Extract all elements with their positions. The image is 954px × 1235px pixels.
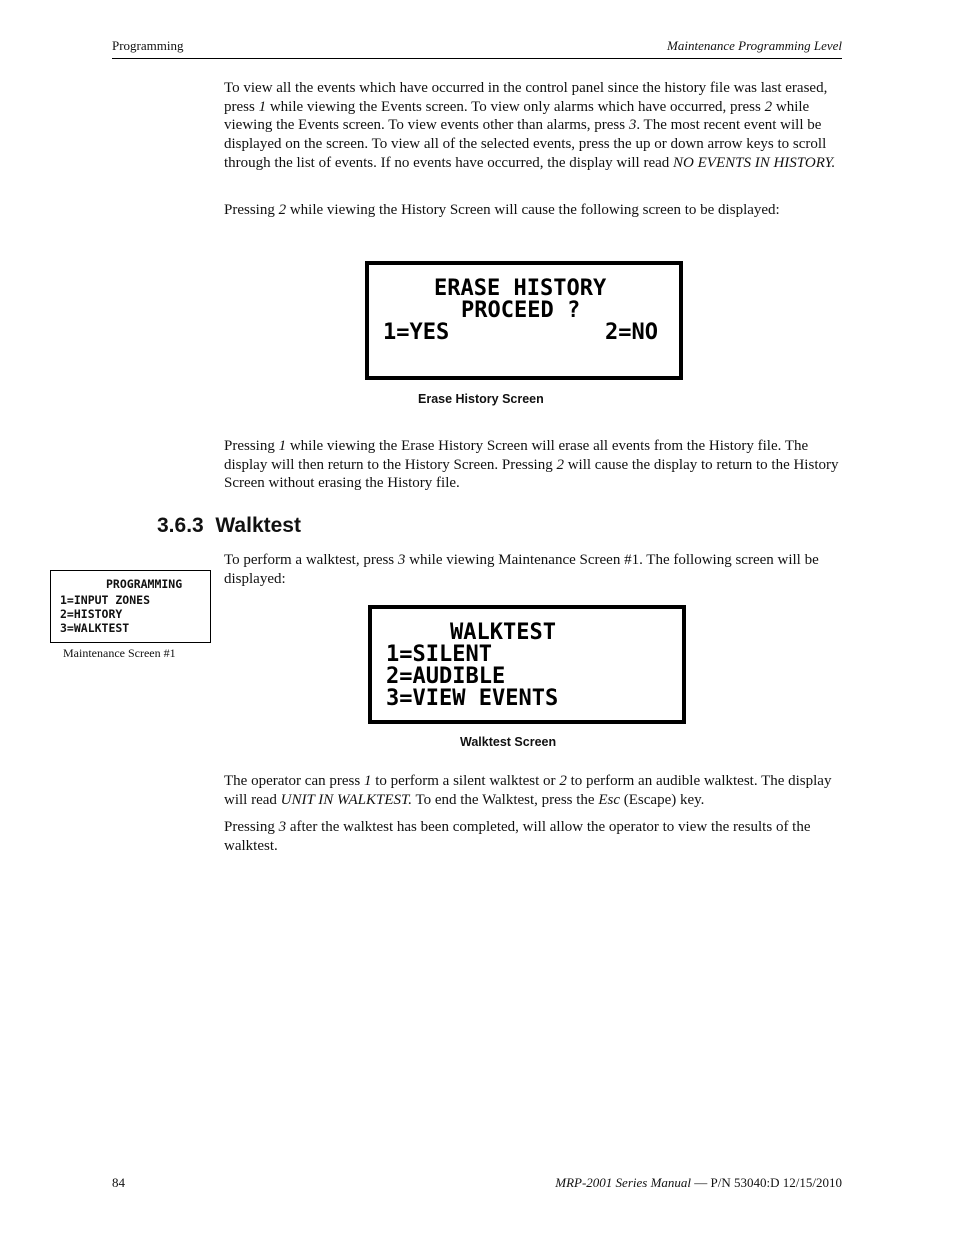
- lcd-line: 2=AUDIBLE: [386, 664, 506, 689]
- header-section-label: Programming: [112, 38, 184, 53]
- lcd-line: 3=WALKTEST: [60, 621, 130, 635]
- lcd-line: WALKTEST: [450, 620, 556, 645]
- paragraph-view-results: Pressing 3 after the walktest has been completed, will allow the operator to view the results of the walktest.: [224, 819, 811, 854]
- erase-history-lcd: [365, 261, 683, 380]
- lcd-line: 3=VIEW EVENTS: [386, 686, 559, 711]
- walktest-lcd: [368, 605, 686, 724]
- paragraph-perform-walktest: To perform a walktest, press 3 while viewing Maintenance Screen #1. The following screen will be displayed:: [224, 552, 819, 587]
- lcd-line: PROCEED ?: [461, 298, 581, 323]
- paragraph-press-1-erase: Pressing 1 while viewing the Erase History Screen will erase all events from the History file. The display will then return to the History Screen. Pressing 2 will cause the display to return to the History Screen without erasing the History file.: [224, 438, 839, 492]
- header-rule: [112, 58, 842, 59]
- header-chapter-title: Maintenance Programming Level: [667, 38, 842, 53]
- footer-manual-info: MRP-2001 Series Manual — P/N 53040:D 12/15/2010: [555, 1175, 842, 1190]
- paragraph-view-events: To view all the events which have occurred in the control panel since the history file was last erased, press 1 while viewing the Events screen. To view only alarms which have occurred, press 2 while viewing the Events screen. To view events other than alarms, press 3. The most recent event will be displayed on the screen. To view all of the selected events, press the up or down arrow keys to scroll through the list of events. If no events have occurred, the display will read NO EVENTS IN HISTORY.: [224, 80, 836, 171]
- lcd-line: PROGRAMMING: [106, 577, 183, 591]
- walktest-caption: Walktest Screen: [460, 735, 557, 749]
- lcd-line: 2=HISTORY: [60, 607, 123, 621]
- lcd-line: 2=NO: [605, 320, 658, 345]
- maintenance-screen-caption: Maintenance Screen #1: [63, 646, 176, 660]
- paragraph-silent-audible: The operator can press 1 to perform a silent walktest or 2 to perform an audible walktest. The display will read UNIT IN WALKTEST. To end the Walktest, press the Esc (Escape) key.: [224, 773, 832, 808]
- paragraph-press-2: Pressing 2 while viewing the History Screen will cause the following screen to be displayed:: [224, 202, 780, 218]
- lcd-line: 1=YES: [383, 320, 450, 345]
- maintenance-screen-lcd: [50, 570, 211, 643]
- lcd-line: 1=INPUT ZONES: [60, 593, 151, 607]
- erase-history-caption: Erase History Screen: [418, 392, 544, 406]
- lcd-line: ERASE HISTORY: [434, 276, 607, 301]
- page-number: 84: [112, 1175, 125, 1190]
- section-heading: 3.6.3 Walktest: [157, 514, 301, 537]
- lcd-line: 1=SILENT: [386, 642, 492, 667]
